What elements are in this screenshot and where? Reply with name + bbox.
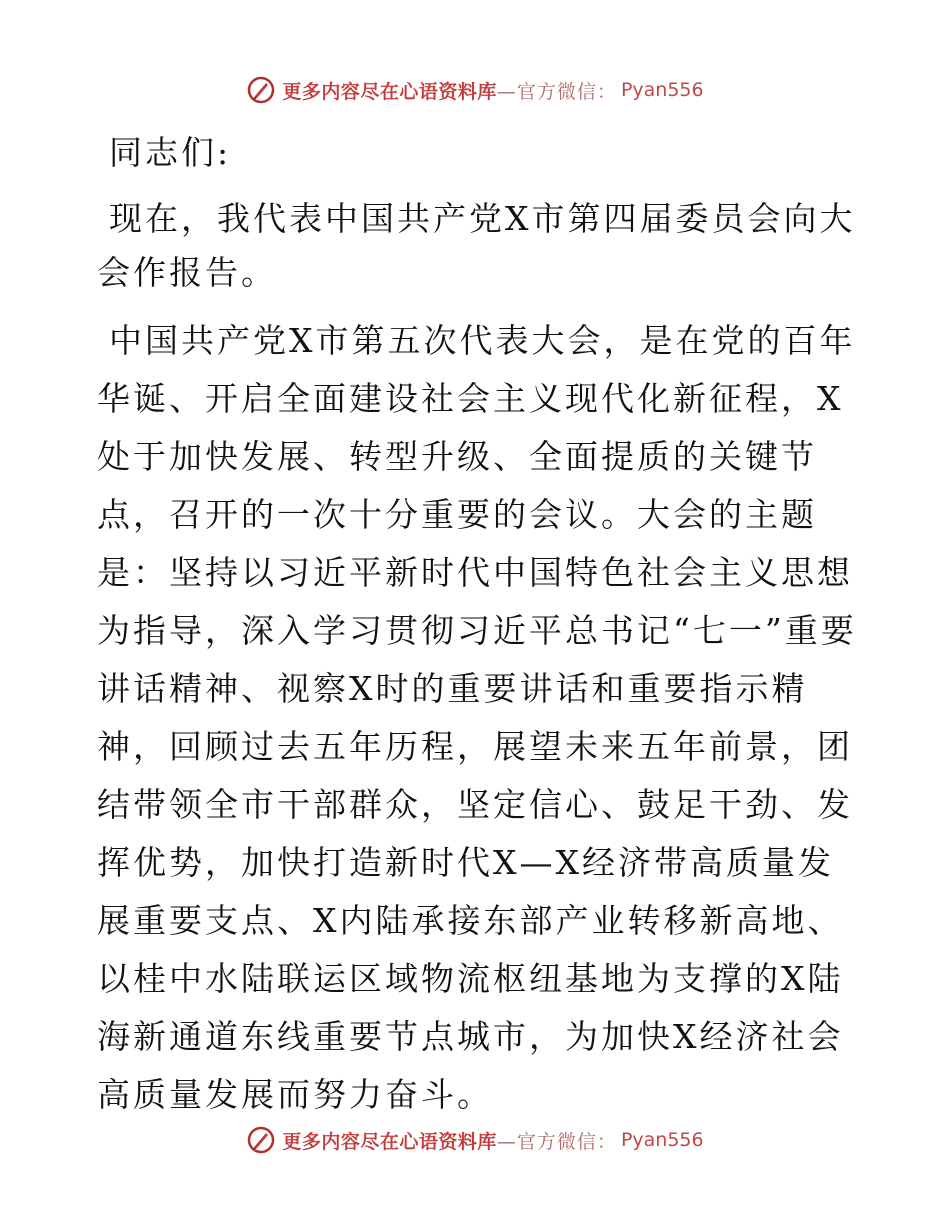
feather-pen-logo-icon [246,1125,276,1155]
paragraph-2: 中国共产党X市第五次代表大会，是在党的百年华诞、开启全面建设社会主义现代化新征程，X处于加快发展、转型升级、全面提质的关键节点，召开的一次十分重要的会议。大会的主题是：坚持以习近平新时代中国特色社会主义思想为指导，深入学习贯彻习近平总书记“七一”重要讲话精神、视察X时的重要讲话和重要指示精神，回顾过去五年历程，展望未来五年前景，团结带领全市干部群众，坚定信心、鼓足干劲、发挥优势，加快打造新时代X—X经济带高质量发展重要支点、X内陆承接东部产业转移新高地、以桂中水陆联运区域物流枢纽基地为支撑的X陆海新通道东线重要节点城市，为加快X经济社会高质量发展而努力奋斗。 [97,321,857,1114]
banner-wechat-id: Pyan556 [620,79,704,101]
header-watermark-banner [0,70,950,110]
banner-official-text: —官方微信： [496,1130,617,1153]
banner-wechat-id: Pyan556 [620,1129,704,1151]
feather-pen-logo-icon [246,75,276,105]
banner-brand-text: 更多内容尽在心语资料库 [282,1130,497,1153]
footer-watermark-banner [0,1120,950,1160]
paragraph-1: 现在，我代表中国共产党X市第四届委员会向大会作报告。 [97,199,856,292]
banner-official-text: —官方微信： [496,80,617,103]
greeting: 同志们: [109,133,232,172]
document-body [97,126,857,1124]
banner-brand-text: 更多内容尽在心语资料库 [282,80,497,103]
